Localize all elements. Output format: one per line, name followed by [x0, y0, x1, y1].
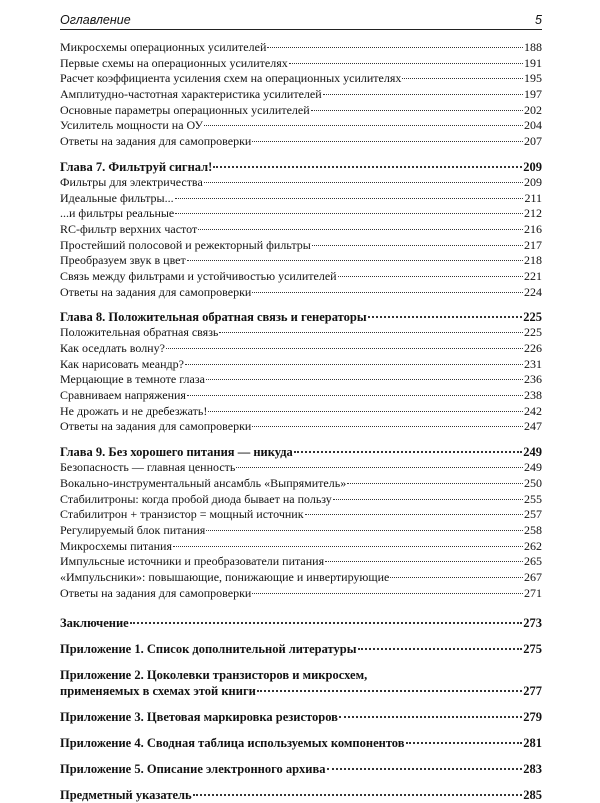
dot-leader [166, 348, 523, 349]
toc-entry-title: Основные параметры операционных усилителей [60, 102, 310, 117]
toc-entry-page: 231 [524, 356, 542, 371]
chapter-page: 249 [523, 445, 542, 460]
toc-entry-page: 265 [524, 554, 542, 569]
dot-leader [358, 648, 523, 650]
toc-entry[interactable] [60, 507, 542, 523]
dot-leader [204, 125, 523, 126]
toc-entry-page: 191 [524, 55, 542, 70]
dot-leader [175, 198, 524, 199]
toc-conclusion-entry[interactable] [60, 615, 542, 631]
dot-leader [305, 514, 523, 515]
toc-entry[interactable] [60, 134, 542, 150]
toc-entry-title: Идеальные фильтры... [60, 190, 174, 205]
dot-leader [267, 47, 523, 48]
toc-entry-title: Ответы на задания для самопроверки [60, 585, 252, 600]
toc-entry-page: 258 [524, 522, 542, 537]
toc-entry-title: Не дрожать и не дребезжать! [60, 403, 208, 418]
toc-entry[interactable] [60, 222, 542, 238]
dot-leader [187, 260, 523, 261]
toc-entry-title: «Импульсники»: повышающие, понижающие и инвертирующие [60, 569, 390, 584]
toc-chapter-7[interactable] [60, 159, 542, 175]
toc-entry-title: Ответы на задания для самопроверки [60, 419, 252, 434]
toc-entry[interactable] [60, 586, 542, 602]
toc-entry-title: Микросхемы операционных усилителей [60, 40, 267, 54]
dot-leader [368, 316, 523, 318]
dot-leader [206, 530, 523, 531]
toc-entry[interactable] [60, 238, 542, 254]
toc-chapter-8[interactable] [60, 309, 542, 325]
toc-entry-page: 195 [524, 71, 542, 86]
toc-appendix-1-entry[interactable] [60, 641, 542, 657]
toc-entry-page: 221 [524, 268, 542, 283]
index-title: Предметный указатель [60, 788, 192, 803]
toc-entry[interactable] [60, 372, 542, 388]
toc-appendix-2 [60, 667, 542, 699]
toc-entry[interactable] [60, 523, 542, 539]
toc-entry-page: 238 [524, 388, 542, 403]
dot-leader [327, 768, 523, 770]
toc-entry-page: 249 [524, 460, 542, 475]
dot-leader [175, 213, 523, 214]
dot-leader [208, 411, 523, 412]
appendix-page: 277 [523, 684, 542, 699]
dot-leader [339, 716, 522, 718]
toc-entry[interactable] [60, 175, 542, 191]
toc-appendix-3-entry[interactable] [60, 709, 542, 725]
toc-entry[interactable] [60, 253, 542, 269]
dot-leader [289, 63, 523, 64]
toc-appendix-4 [60, 735, 542, 751]
dot-leader [406, 742, 523, 744]
dot-leader [130, 622, 523, 624]
toc-entry-page: 255 [524, 491, 542, 506]
toc-entry-page: 204 [524, 118, 542, 133]
chapter-title: Глава 9. Без хорошего питания — никуда [60, 445, 293, 460]
index-page: 285 [523, 788, 542, 803]
appendix-title: Приложение 4. Сводная таблица используемых компонентов [60, 736, 405, 751]
dot-leader [402, 78, 523, 79]
toc-chapter-9[interactable] [60, 444, 542, 460]
toc-entry[interactable] [60, 554, 542, 570]
appendix-page: 281 [523, 736, 542, 751]
toc-entry-title: Импульсные источники и преобразователи питания [60, 554, 325, 569]
toc-appendix-4-entry[interactable] [60, 735, 542, 751]
toc-entry[interactable] [60, 40, 542, 56]
toc-entry-title: Ответы на задания для самопроверки [60, 284, 252, 299]
toc-entry[interactable] [60, 492, 542, 508]
toc-entry[interactable] [60, 118, 542, 134]
appendix-title: Приложение 1. Список дополнительной литературы [60, 642, 357, 657]
dot-leader [252, 426, 523, 427]
running-header [60, 8, 542, 30]
toc-entry[interactable] [60, 206, 542, 222]
dot-leader [294, 451, 522, 453]
dot-leader [252, 141, 523, 142]
toc-appendix-5-entry[interactable] [60, 761, 542, 777]
toc-entry-page: 271 [524, 585, 542, 600]
toc-entry-title: Связь между фильтрами и устойчивостью усилителей [60, 268, 337, 283]
toc-entry[interactable] [60, 460, 542, 476]
toc-entry[interactable] [60, 419, 542, 435]
toc-entry[interactable] [60, 539, 542, 555]
toc-entry-title: Как нарисовать меандр? [60, 356, 184, 371]
toc-entry-title: Стабилитроны: когда пробой диода бывает на пользу [60, 491, 332, 506]
toc-appendix-1 [60, 641, 542, 657]
toc-entry-page: 225 [524, 325, 542, 340]
toc-entry-title: Вокально-инструментальный ансамбль «Выпрямитель» [60, 475, 347, 490]
toc-entry-title: Стабилитрон + транзистор = мощный источник [60, 507, 304, 522]
chapter-page: 225 [523, 310, 542, 325]
dot-leader [193, 794, 523, 796]
section-title: Оглавление [60, 13, 131, 27]
dot-leader [236, 467, 523, 468]
toc-entry-page: 188 [524, 40, 542, 54]
toc-entry-title: Преобразуем звук в цвет [60, 253, 186, 268]
table-of-contents [60, 40, 542, 803]
toc-entry-title: Ответы на задания для самопроверки [60, 134, 252, 149]
toc-entry-page: 236 [524, 372, 542, 387]
dot-leader [252, 292, 523, 293]
dot-leader [311, 110, 523, 111]
toc-entry[interactable] [60, 476, 542, 492]
toc-entry-page: 262 [524, 538, 542, 553]
chapter-title: Глава 7. Фильтруй сигнал! [60, 159, 213, 174]
toc-appendix-3 [60, 709, 542, 725]
toc-entry-title: Регулируемый блок питания [60, 522, 206, 537]
dot-leader [252, 593, 523, 594]
toc-entry-title: Простейший полосовой и режекторный фильтры [60, 237, 311, 252]
dot-leader [185, 364, 523, 365]
dot-leader [187, 395, 523, 396]
toc-entry-title: Как оседлать волну? [60, 341, 165, 355]
toc-entry-page: 207 [524, 134, 542, 149]
toc-entry-title: RC-фильтр верхних частот [60, 221, 198, 236]
dot-leader [333, 499, 523, 500]
toc-entry-page: 202 [524, 102, 542, 117]
toc-entry[interactable] [60, 87, 542, 103]
toc-entry-title: Первые схемы на операционных усилителях [60, 55, 288, 70]
dot-leader [325, 561, 523, 562]
appendix-page: 275 [523, 642, 542, 657]
dot-leader [173, 546, 523, 547]
toc-entry-page: 224 [524, 284, 542, 299]
toc-entry[interactable] [60, 71, 542, 87]
toc-entry-title: Микросхемы питания [60, 538, 172, 553]
dot-leader [198, 229, 523, 230]
chapter-title: Глава 8. Положительная обратная связь и генераторы [60, 310, 367, 325]
appendix-page: 283 [523, 762, 542, 777]
toc-entry-title: Мерцающие в темноте глаза [60, 372, 205, 387]
toc-entry-page: 247 [524, 419, 542, 434]
chapter-page: 209 [523, 159, 542, 174]
toc-entry-title: Сравниваем напряжения [60, 388, 186, 403]
dot-leader [219, 332, 523, 333]
toc-index [60, 787, 542, 803]
toc-entry-page: 197 [524, 87, 542, 102]
toc-entry-page: 209 [524, 174, 542, 189]
appendix-title-line1: Приложение 2. Цоколевки транзисторов и микросхем, [60, 668, 368, 683]
page-number: 5 [535, 13, 542, 27]
toc-entry-page: 250 [524, 475, 542, 490]
toc-entry-page: 267 [524, 569, 542, 584]
dot-leader [347, 483, 523, 484]
dot-leader [213, 166, 522, 168]
toc-entry[interactable] [60, 285, 542, 301]
toc-entry-page: 216 [524, 221, 542, 236]
toc-entry[interactable] [60, 357, 542, 373]
dot-leader [257, 690, 522, 692]
toc-entry[interactable] [60, 325, 542, 341]
appendix-title: Приложение 3. Цветовая маркировка резисторов [60, 710, 338, 725]
toc-entry-title: Фильтры для электричества [60, 174, 203, 189]
toc-entry-page: 211 [524, 190, 542, 205]
toc-entry[interactable] [60, 103, 542, 119]
dot-leader [323, 94, 523, 95]
toc-entry[interactable] [60, 56, 542, 72]
dot-leader [312, 245, 523, 246]
appendix-page: 279 [523, 710, 542, 725]
toc-entry-page: 212 [524, 206, 542, 221]
dot-leader [390, 577, 523, 578]
toc-entry-page: 242 [524, 403, 542, 418]
appendix-title: Приложение 5. Описание электронного архива [60, 762, 326, 777]
appendix-title-line2: применяемых в схемах этой книги [60, 684, 256, 699]
toc-entry-title: Амплитудно-частотная характеристика усилителей [60, 87, 322, 102]
toc-appendix-2-entry[interactable] [60, 683, 542, 699]
toc-entry-title: Усилитель мощности на ОУ [60, 118, 204, 133]
conclusion-title: Заключение [60, 616, 129, 631]
toc-entry-page: 226 [524, 341, 542, 355]
toc-entry-title: Положительная обратная связь [60, 325, 219, 340]
toc-entry-title: ...и фильтры реальные [60, 206, 175, 221]
toc-entry-title: Расчет коэффициента усиления схем на операционных усилителях [60, 71, 402, 86]
toc-appendix-5 [60, 761, 542, 777]
toc-conclusion [60, 615, 542, 631]
toc-entry[interactable] [60, 388, 542, 404]
toc-entry-title: Безопасность — главная ценность [60, 460, 236, 475]
toc-entry[interactable] [60, 404, 542, 420]
toc-entry[interactable] [60, 191, 542, 207]
toc-entry[interactable] [60, 570, 542, 586]
dot-leader [338, 276, 523, 277]
conclusion-page: 273 [523, 616, 542, 631]
dot-leader [204, 182, 523, 183]
toc-entry[interactable] [60, 269, 542, 285]
toc-index-entry[interactable] [60, 787, 542, 803]
toc-entry-page: 217 [524, 237, 542, 252]
toc-entry-page: 218 [524, 253, 542, 268]
toc-entry-page: 257 [524, 507, 542, 522]
toc-entry[interactable] [60, 341, 542, 357]
dot-leader [206, 379, 523, 380]
